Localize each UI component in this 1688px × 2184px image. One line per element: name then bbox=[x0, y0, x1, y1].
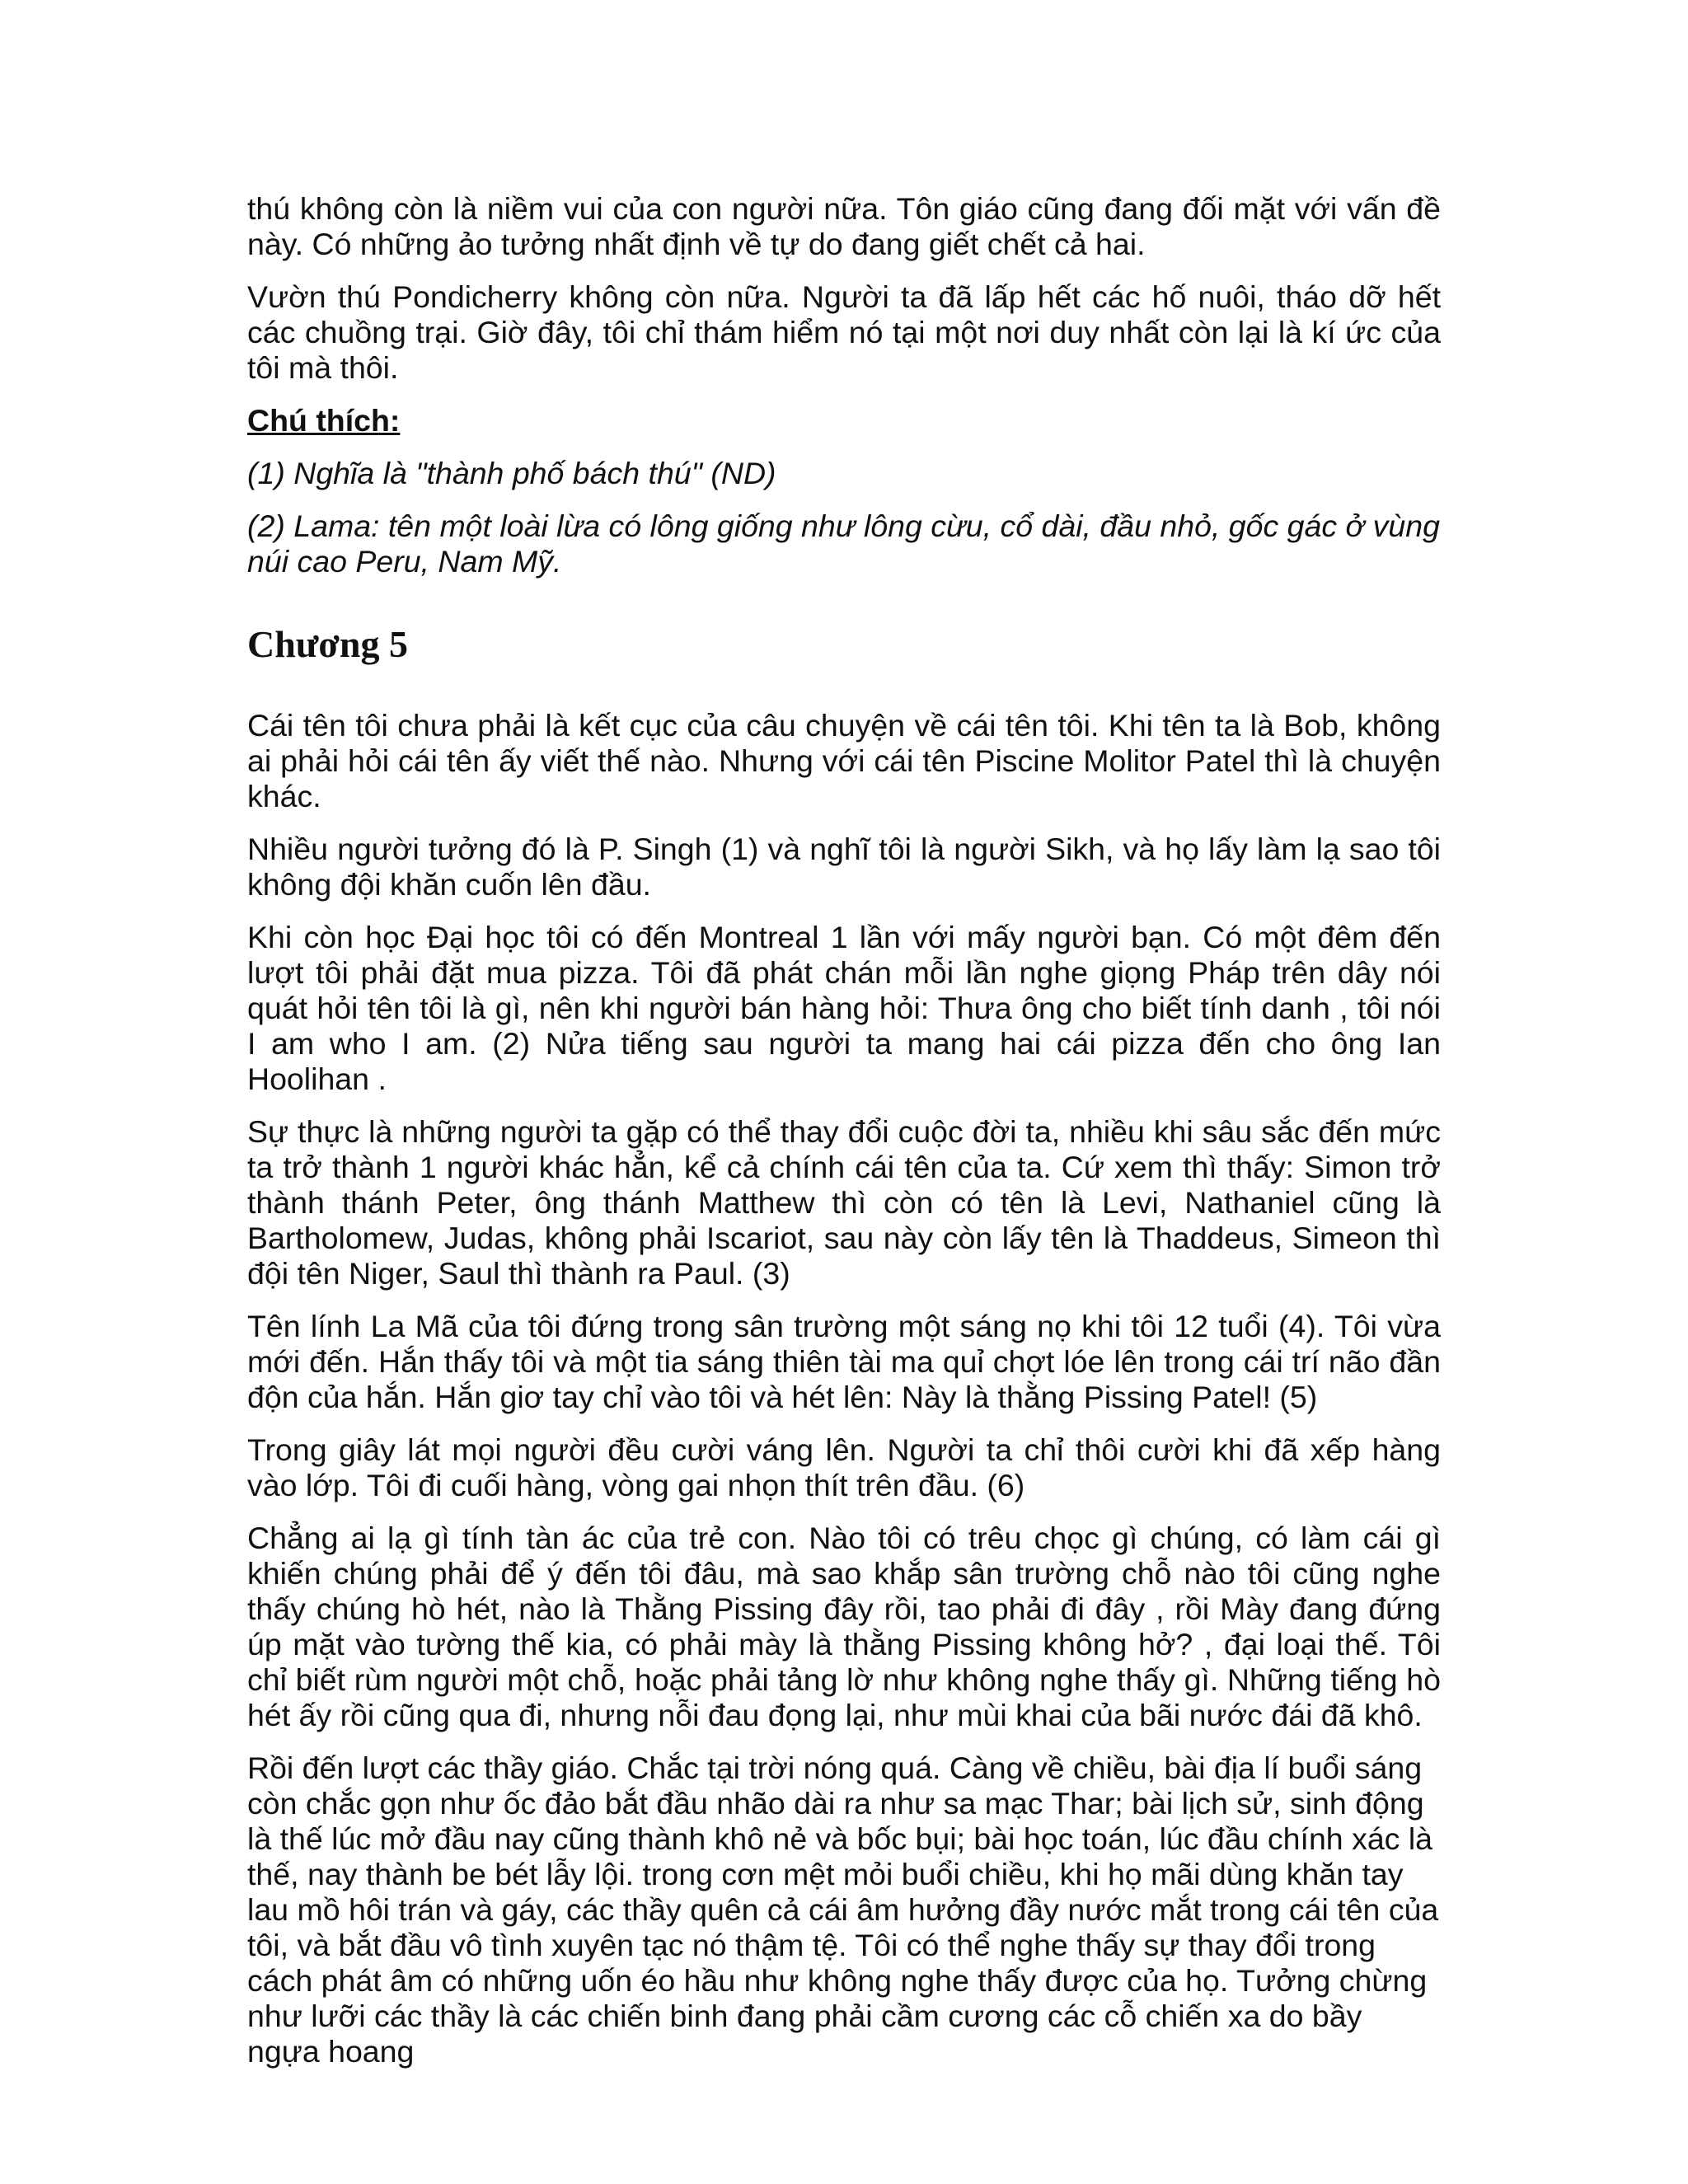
footnotes-heading: Chú thích: bbox=[247, 403, 401, 438]
chapter-title: Chương 5 bbox=[247, 623, 408, 665]
body-paragraph: Rồi đến lượt các thầy giáo. Chắc tại trời nóng quá. Càng về chiều, bài địa lí buổi sáng còn chắc gọn như ốc đảo bắt đầu nhão dài ra như sa mạc Thar; bài lịch sử, sinh động là thế lúc mở đầu nay cũng thành khô nẻ và bốc bụi; bài học toán, lúc đầu chính xác là thế, nay thành be bét lẫy lội. trong cơn mệt mỏi buổi chiều, khi họ mãi dùng khăn tay lau mồ hôi trán và gáy, các thầy quên cả cái âm hưởng đầy nước mắt trong cái tên của tôi, và bắt đầu vô tình xuyên tạc nó thậm tệ. Tôi có thể nghe thấy sự thay đổi trong cách phát âm có những uốn éo hầu như không nghe thấy được của họ. Tưởng chừng như lưỡi các thầy là các chiến binh đang phải cầm cương các cỗ chiến xa do bầy ngựa hoang bbox=[247, 1750, 1439, 2069]
body-paragraph: Trong giây lát mọi người đều cười váng lên. Người ta chỉ thôi cười khi đã xếp hàng vào lớp. Tôi đi cuối hàng, vòng gai nhọn thít trên đầu. (6) bbox=[247, 1432, 1441, 1502]
body-paragraph: Nhiều người tưởng đó là P. Singh (1) và nghĩ tôi là người Sikh, và họ lấy làm lạ sao tôi không đội khăn cuốn lên đầu. bbox=[247, 832, 1441, 902]
footnotes-section bbox=[247, 403, 1441, 579]
footnote-item: (2) Lama: tên một loài lừa có lông giống như lông cừu, cổ dài, đầu nhỏ, gốc gác ở vùng núi cao Peru, Nam Mỹ. bbox=[247, 509, 1440, 579]
body-paragraph: thú không còn là niềm vui của con người nữa. Tôn giáo cũng đang đối mặt với vấn đề này. Có những ảo tưởng nhất định về tự do đang giết chết cả hai. bbox=[247, 191, 1441, 261]
footnote-item: (1) Nghĩa là "thành phố bách thú" (ND) bbox=[247, 456, 776, 490]
document-page bbox=[247, 191, 1441, 2087]
body-paragraph: Chẳng ai lạ gì tính tàn ác của trẻ con. Nào tôi có trêu chọc gì chúng, có làm cái gì khiến chúng phải để ý đến tôi đâu, mà sao khắp sân trường chỗ nào tôi cũng nghe thấy chúng hò hét, nào là Thằng Pissing đây rồi, tao phải đi đây , rồi Mày đang đứng úp mặt vào tường thế kia, có phải mày là thằng Pissing không hở? , đại loại thế. Tôi chỉ biết rùm người một chỗ, hoặc phải tảng lờ như không nghe thấy gì. Những tiếng hò hét ấy rồi cũng qua đi, nhưng nỗi đau đọng lại, như mùi khai của bãi nước đái đã khô. bbox=[247, 1521, 1441, 1732]
body-paragraph: Khi còn học Đại học tôi có đến Montreal 1 lần với mấy người bạn. Có một đêm đến lượt tôi phải đặt mua pizza. Tôi đã phát chán mỗi lần nghe giọng Pháp trên dây nói quát hỏi tên tôi là gì, nên khi người bán hàng hỏi: Thưa ông cho biết tính danh , tôi nói I am who I am. (2) Nửa tiếng sau người ta mang hai cái pizza đến cho ông Ian Hoolihan . bbox=[247, 920, 1441, 1096]
body-paragraph: Cái tên tôi chưa phải là kết cục của câu chuyện về cái tên tôi. Khi tên ta là Bob, không ai phải hỏi cái tên ấy viết thế nào. Nhưng với cái tên Piscine Molitor Patel thì là chuyện khác. bbox=[247, 708, 1441, 813]
chapter-body bbox=[247, 708, 1441, 2069]
body-paragraph: Vườn thú Pondicherry không còn nữa. Người ta đã lấp hết các hố nuôi, tháo dỡ hết các chuồng trại. Giờ đây, tôi chỉ thám hiểm nó tại một nơi duy nhất còn lại là kí ức của tôi mà thôi. bbox=[247, 279, 1441, 385]
body-paragraph: Tên lính La Mã của tôi đứng trong sân trường một sáng nọ khi tôi 12 tuổi (4). Tôi vừa mới đến. Hắn thấy tôi và một tia sáng thiên tài ma quỉ chợt lóe lên trong cái trí não đần độn của hắn. Hắn giơ tay chỉ vào tôi và hét lên: Này là thằng Pissing Patel! (5) bbox=[247, 1309, 1441, 1414]
body-paragraph: Sự thực là những người ta gặp có thể thay đổi cuộc đời ta, nhiều khi sâu sắc đến mức ta trở thành 1 người khác hẳn, kể cả chính cái tên của ta. Cứ xem thì thấy: Simon trở thành thánh Peter, ông thánh Matthew thì còn có tên là Levi, Nathaniel cũng là Bartholomew, Judas, không phải Iscariot, sau này còn lấy tên là Thaddeus, Simeon thì đội tên Niger, Saul thì thành ra Paul. (3) bbox=[247, 1114, 1441, 1291]
